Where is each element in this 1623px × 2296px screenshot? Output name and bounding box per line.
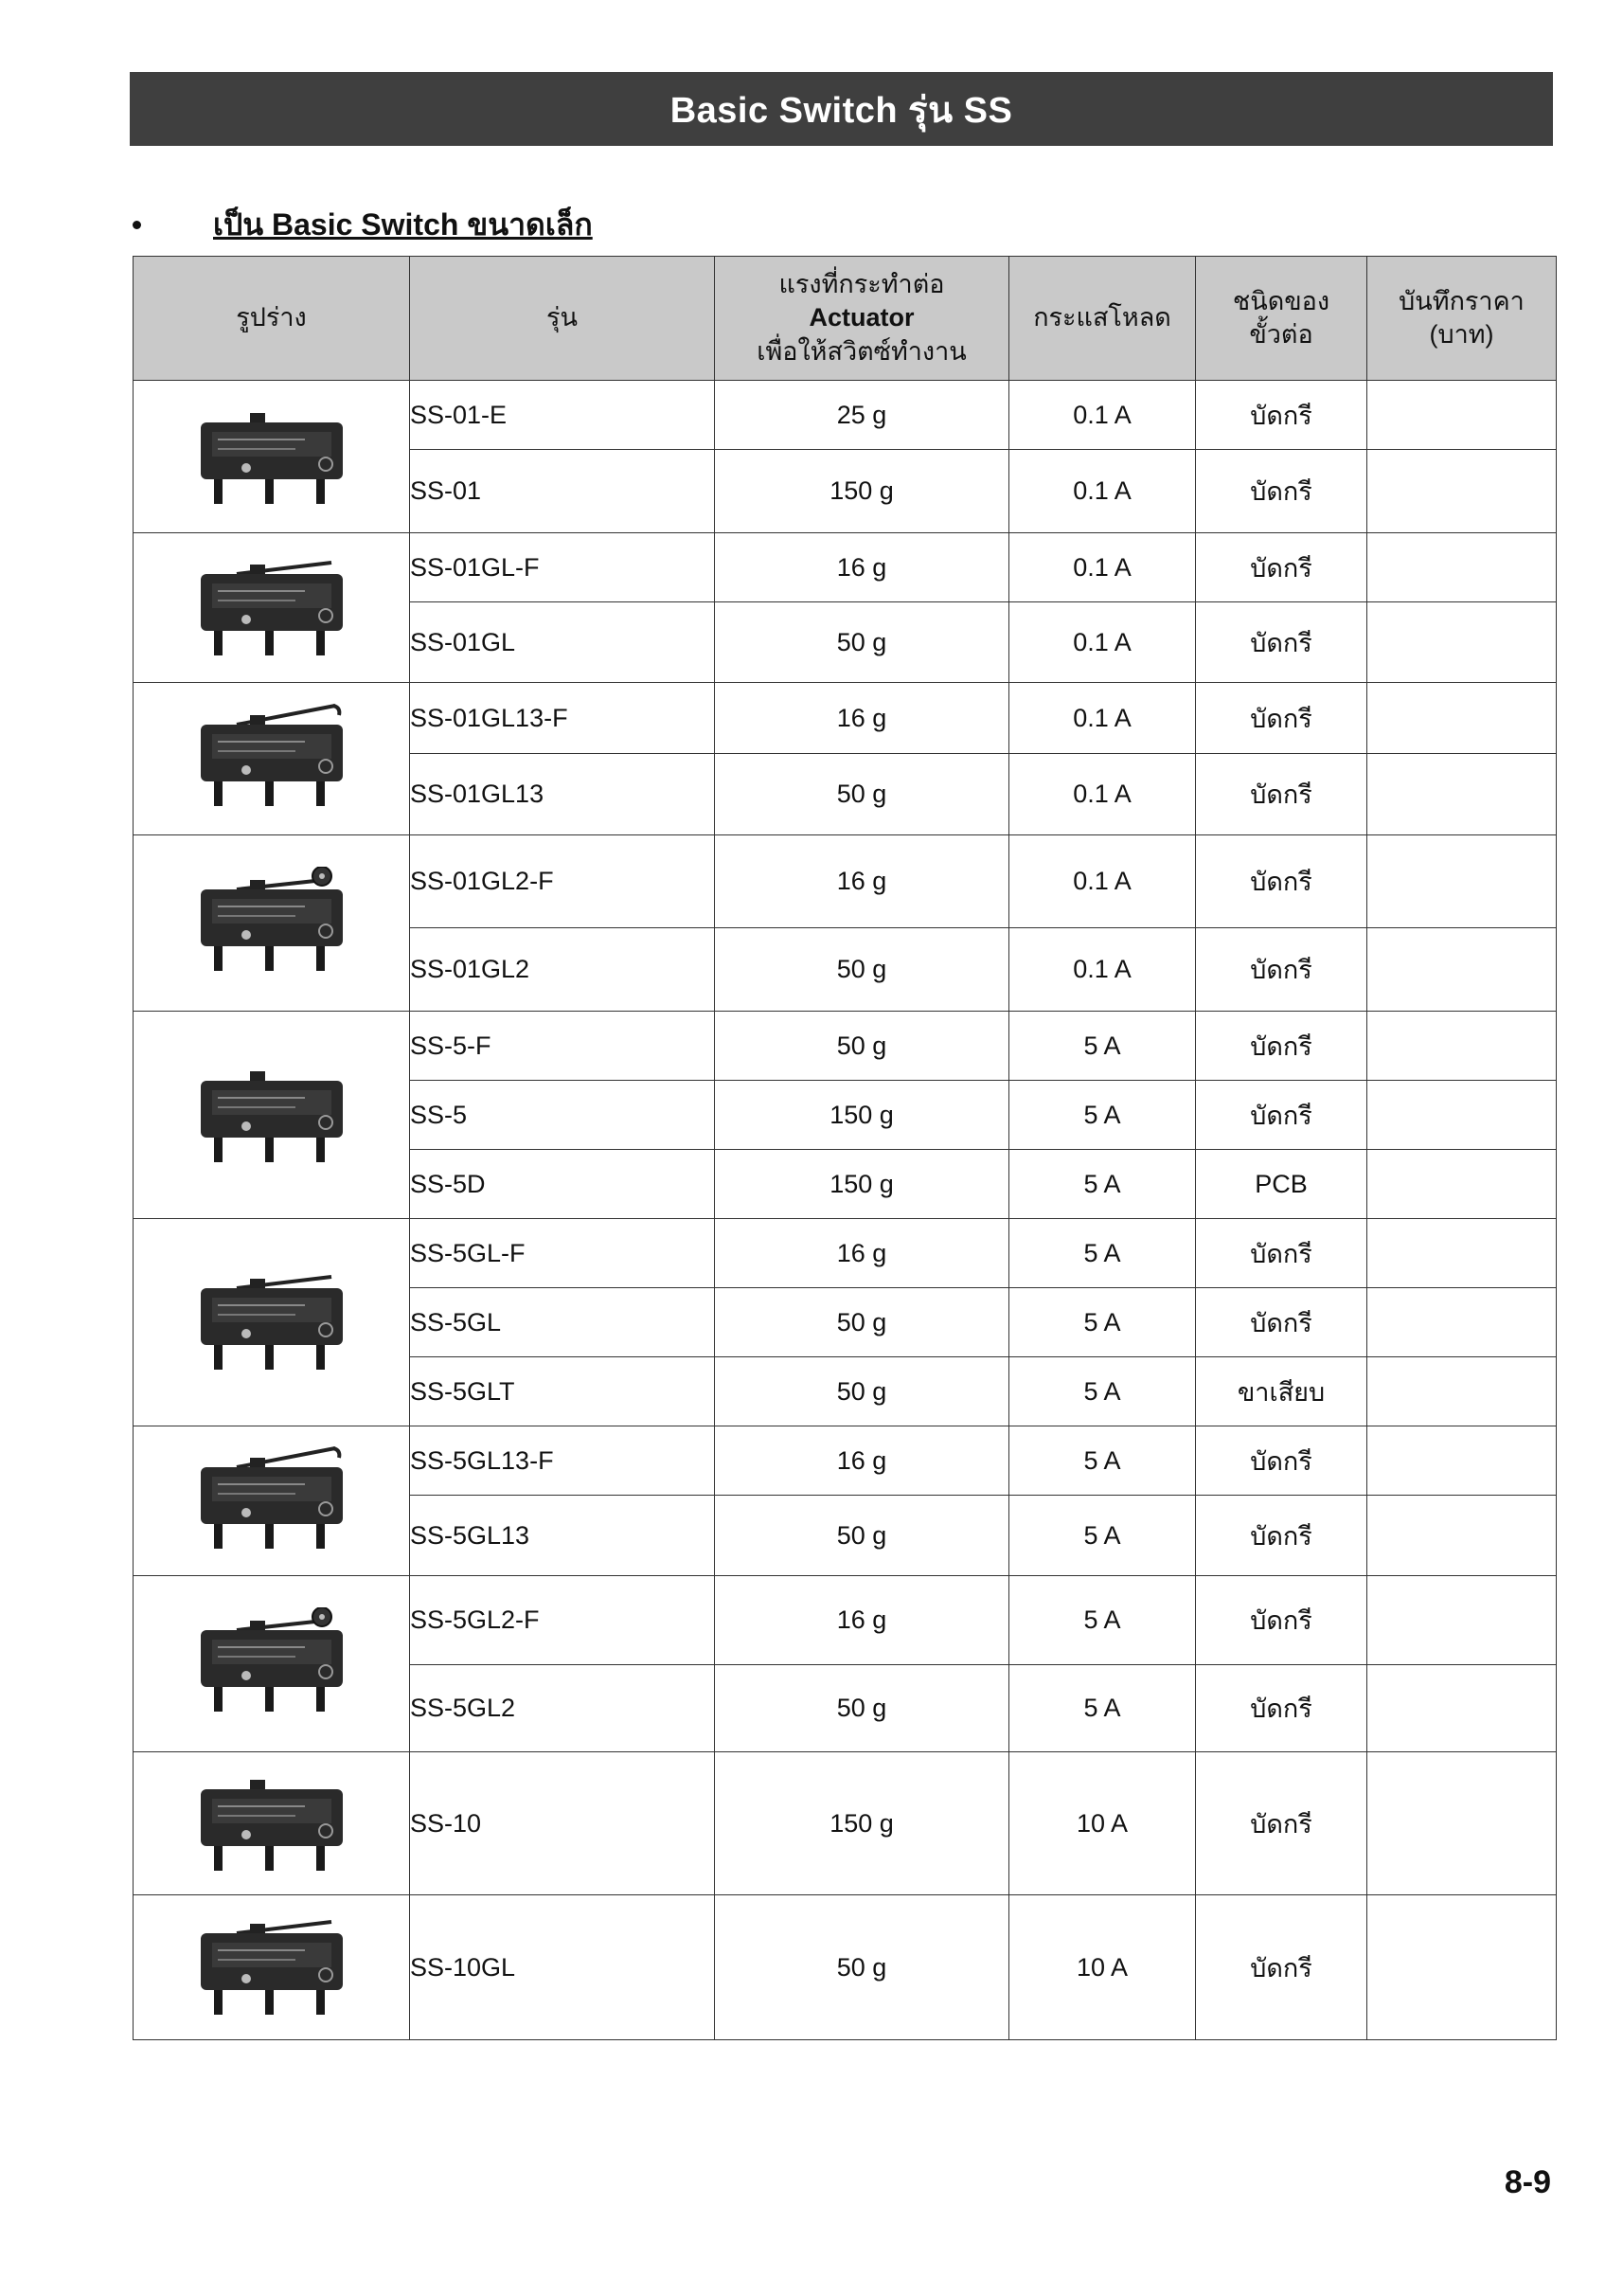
- current-cell: 0.1 A: [1009, 450, 1196, 533]
- current-cell: 0.1 A: [1009, 928, 1196, 1012]
- force-cell: 50 g: [715, 1288, 1009, 1357]
- table-row: [134, 381, 1557, 450]
- price-cell[interactable]: [1367, 1219, 1557, 1288]
- force-cell: 50 g: [715, 1357, 1009, 1426]
- header-model: รุ่น: [410, 257, 715, 381]
- model-cell: SS-01GL: [410, 602, 715, 683]
- terminal-cell: บัดกรี: [1196, 1665, 1367, 1752]
- title-bar: [130, 72, 1553, 146]
- terminal-cell: บัดกรี: [1196, 835, 1367, 928]
- switch-image: [134, 1219, 410, 1426]
- model-cell: SS-01GL2: [410, 928, 715, 1012]
- price-cell[interactable]: [1367, 1357, 1557, 1426]
- force-cell: 16 g: [715, 1576, 1009, 1665]
- subtitle: เป็น Basic Switch ขนาดเล็ก: [213, 207, 593, 242]
- model-cell: SS-01-E: [410, 381, 715, 450]
- terminal-cell: ขาเสียบ: [1196, 1357, 1367, 1426]
- table-row: [134, 1576, 1557, 1665]
- table-row: [134, 533, 1557, 602]
- price-cell[interactable]: [1367, 1012, 1557, 1081]
- price-cell[interactable]: [1367, 1426, 1557, 1496]
- terminal-cell: บัดกรี: [1196, 1752, 1367, 1895]
- model-cell: SS-5GL-F: [410, 1219, 715, 1288]
- page-title: Basic Switch รุ่น SS: [669, 90, 1013, 131]
- price-cell[interactable]: [1367, 1895, 1557, 2040]
- switch-image: [134, 1426, 410, 1576]
- model-cell: SS-01: [410, 450, 715, 533]
- force-cell: 150 g: [715, 450, 1009, 533]
- force-cell: 16 g: [715, 835, 1009, 928]
- model-cell: SS-5GL: [410, 1288, 715, 1357]
- terminal-cell: บัดกรี: [1196, 1081, 1367, 1150]
- spec-table: [133, 256, 1557, 2040]
- switch-image: [134, 381, 410, 533]
- model-cell: SS-5-F: [410, 1012, 715, 1081]
- price-cell[interactable]: [1367, 1150, 1557, 1219]
- model-cell: SS-5GL2-F: [410, 1576, 715, 1665]
- force-cell: 150 g: [715, 1081, 1009, 1150]
- price-cell[interactable]: [1367, 602, 1557, 683]
- switch-image: [134, 1895, 410, 2040]
- current-cell: 0.1 A: [1009, 381, 1196, 450]
- model-cell: SS-5GLT: [410, 1357, 715, 1426]
- switch-image: [134, 835, 410, 1012]
- force-cell: 150 g: [715, 1150, 1009, 1219]
- bullet-icon: [133, 221, 141, 229]
- terminal-cell: PCB: [1196, 1150, 1367, 1219]
- price-cell[interactable]: [1367, 381, 1557, 450]
- switch-image: [134, 1752, 410, 1895]
- force-cell: 50 g: [715, 1012, 1009, 1081]
- force-cell: 50 g: [715, 1665, 1009, 1752]
- table-row: [134, 1012, 1557, 1081]
- table-header-row: [134, 257, 1557, 381]
- force-cell: 50 g: [715, 602, 1009, 683]
- current-cell: 0.1 A: [1009, 533, 1196, 602]
- model-cell: SS-5GL13: [410, 1496, 715, 1576]
- price-cell[interactable]: [1367, 1081, 1557, 1150]
- current-cell: 0.1 A: [1009, 602, 1196, 683]
- current-cell: 5 A: [1009, 1150, 1196, 1219]
- price-cell[interactable]: [1367, 754, 1557, 835]
- switch-image: [134, 1012, 410, 1219]
- table-row: [134, 1219, 1557, 1288]
- switch-image: [134, 1576, 410, 1752]
- terminal-cell: บัดกรี: [1196, 1496, 1367, 1576]
- current-cell: 5 A: [1009, 1496, 1196, 1576]
- price-cell[interactable]: [1367, 533, 1557, 602]
- current-cell: 5 A: [1009, 1288, 1196, 1357]
- switch-image: [134, 533, 410, 683]
- force-cell: 16 g: [715, 1426, 1009, 1496]
- price-cell[interactable]: [1367, 1752, 1557, 1895]
- price-cell[interactable]: [1367, 683, 1557, 754]
- model-cell: SS-5: [410, 1081, 715, 1150]
- price-cell[interactable]: [1367, 835, 1557, 928]
- terminal-cell: บัดกรี: [1196, 533, 1367, 602]
- force-cell: 50 g: [715, 928, 1009, 1012]
- terminal-cell: บัดกรี: [1196, 1012, 1367, 1081]
- current-cell: 5 A: [1009, 1012, 1196, 1081]
- terminal-cell: บัดกรี: [1196, 1426, 1367, 1496]
- table-row: [134, 683, 1557, 754]
- model-cell: SS-5GL2: [410, 1665, 715, 1752]
- terminal-cell: บัดกรี: [1196, 1576, 1367, 1665]
- terminal-cell: บัดกรี: [1196, 1219, 1367, 1288]
- current-cell: 0.1 A: [1009, 835, 1196, 928]
- header-price: บันทึกราคา (บาท): [1367, 257, 1557, 381]
- model-cell: SS-01GL-F: [410, 533, 715, 602]
- current-cell: 5 A: [1009, 1426, 1196, 1496]
- current-cell: 10 A: [1009, 1895, 1196, 2040]
- header-shape: รูปร่าง: [134, 257, 410, 381]
- table-row: [134, 1895, 1557, 2040]
- model-cell: SS-01GL13-F: [410, 683, 715, 754]
- terminal-cell: บัดกรี: [1196, 450, 1367, 533]
- terminal-cell: บัดกรี: [1196, 1288, 1367, 1357]
- model-cell: SS-5D: [410, 1150, 715, 1219]
- price-cell[interactable]: [1367, 928, 1557, 1012]
- model-cell: SS-5GL13-F: [410, 1426, 715, 1496]
- header-force: แรงที่กระทำต่อ Actuator เพื่อให้สวิตซ์ทำงาน: [715, 257, 1009, 381]
- header-current: กระแสโหลด: [1009, 257, 1196, 381]
- force-cell: 50 g: [715, 1496, 1009, 1576]
- subtitle-row: [133, 201, 593, 249]
- table-row: [134, 1426, 1557, 1496]
- current-cell: 5 A: [1009, 1576, 1196, 1665]
- price-cell[interactable]: [1367, 1576, 1557, 1665]
- terminal-cell: บัดกรี: [1196, 602, 1367, 683]
- model-cell: SS-01GL13: [410, 754, 715, 835]
- model-cell: SS-01GL2-F: [410, 835, 715, 928]
- terminal-cell: บัดกรี: [1196, 928, 1367, 1012]
- price-cell[interactable]: [1367, 1496, 1557, 1576]
- price-cell[interactable]: [1367, 450, 1557, 533]
- model-cell: SS-10GL: [410, 1895, 715, 2040]
- current-cell: 0.1 A: [1009, 754, 1196, 835]
- terminal-cell: บัดกรี: [1196, 381, 1367, 450]
- force-cell: 150 g: [715, 1752, 1009, 1895]
- table-row: [134, 1752, 1557, 1895]
- switch-image: [134, 683, 410, 835]
- force-cell: 50 g: [715, 1895, 1009, 2040]
- price-cell[interactable]: [1367, 1288, 1557, 1357]
- current-cell: 10 A: [1009, 1752, 1196, 1895]
- current-cell: 5 A: [1009, 1219, 1196, 1288]
- price-cell[interactable]: [1367, 1665, 1557, 1752]
- model-cell: SS-10: [410, 1752, 715, 1895]
- force-cell: 50 g: [715, 754, 1009, 835]
- current-cell: 5 A: [1009, 1665, 1196, 1752]
- terminal-cell: บัดกรี: [1196, 754, 1367, 835]
- force-cell: 16 g: [715, 533, 1009, 602]
- current-cell: 5 A: [1009, 1357, 1196, 1426]
- page-number: 8-9: [1504, 2164, 1551, 2200]
- header-terminal: ชนิดของ ขั้วต่อ: [1196, 257, 1367, 381]
- force-cell: 25 g: [715, 381, 1009, 450]
- table-row: [134, 835, 1557, 928]
- force-cell: 16 g: [715, 683, 1009, 754]
- force-cell: 16 g: [715, 1219, 1009, 1288]
- terminal-cell: บัดกรี: [1196, 1895, 1367, 2040]
- current-cell: 5 A: [1009, 1081, 1196, 1150]
- current-cell: 0.1 A: [1009, 683, 1196, 754]
- terminal-cell: บัดกรี: [1196, 683, 1367, 754]
